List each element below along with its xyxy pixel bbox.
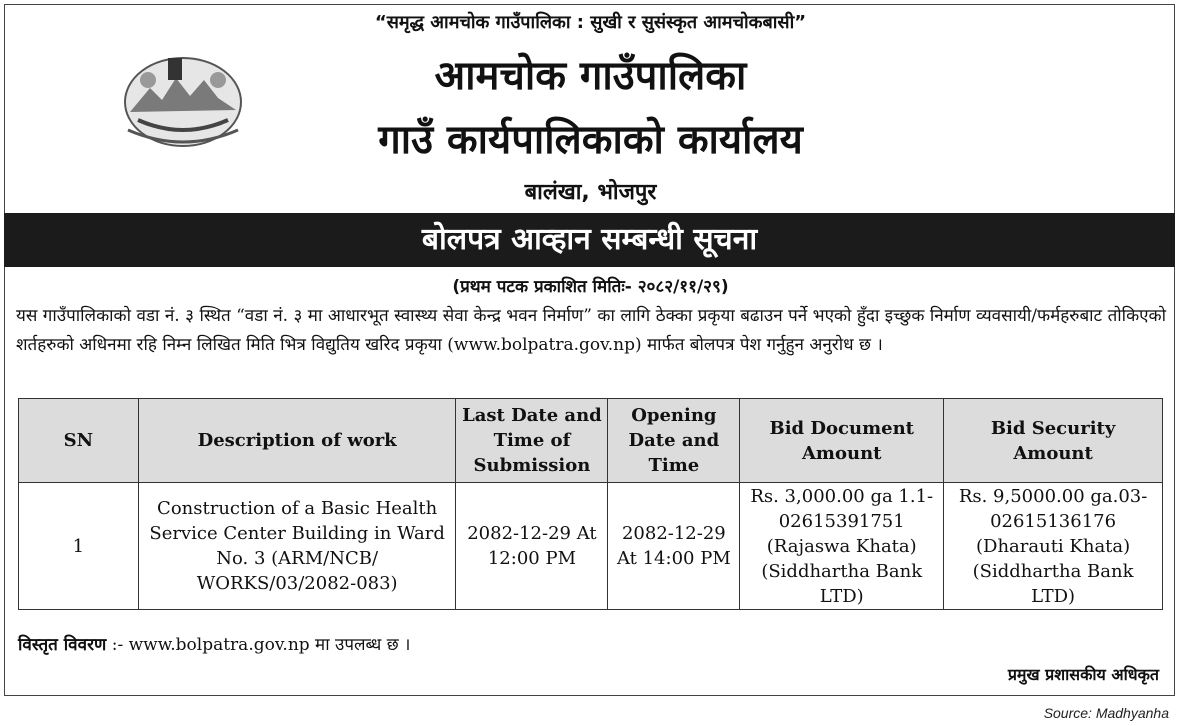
cell-bid-document: Rs. 3,000.00 ga 1.1-02615391751 (Rajaswa Khata) (Siddhartha Bank LTD): [740, 483, 944, 610]
signatory: प्रमुख प्रशासकीय अधिकृत: [1007, 665, 1159, 684]
notice-title: बोलपत्र आव्हान सम्बन्धी सूचना: [421, 222, 758, 257]
details-line: [18, 632, 411, 655]
office-name: गाउँ कार्यपालिकाको कार्यालय: [378, 117, 803, 163]
slogan: “समृद्ध आमचोक गाउँपालिका : सुखी र सुसंस्कृत आमचोकबासी”: [374, 12, 807, 33]
publication-date: (प्रथम पटक प्रकाशित मितिः- २०८२/११/२९): [452, 277, 729, 297]
office-location: बालंखा, भोजपुर: [524, 180, 657, 205]
bid-table: [18, 398, 1163, 610]
details-text: :- www.bolpatra.gov.np मा उपलब्ध छ ।: [111, 635, 411, 655]
cell-description: Construction of a Basic Health Service Center Building in Ward No. 3 (ARM/NCB/ WORKS/03/2082-083): [138, 483, 456, 610]
details-label: विस्तृत विवरण: [18, 635, 107, 655]
cell-opening: 2082-12-29 At 14:00 PM: [608, 483, 740, 610]
source-credit: Source: Madhyanha: [1043, 705, 1169, 721]
cell-bid-security: Rs. 9,5000.00 ga.03-02615136176 (Dharauti Khata) (Siddhartha Bank LTD): [944, 483, 1163, 610]
notice-body: यस गाउँपालिकाको वडा नं. ३ स्थित “वडा नं. ३ मा आधारभूत स्वास्थ्य सेवा केन्द्र भवन निर्माण” का लागि ठेक्का प्रकृया बढाउन पर्ने भएको हुँदा इच्छुक निर्माण व्यवसायी/फर्महरुबाट तोकिएको शर्तहरुको अधिनमा रहि निम्न लिखित मिति भित्र विद्युतिय खरिद प्रकृया (www.bolpatra.gov.np) मार्फत बोलपत्र पेश गर्नुहुन अनुरोध छ ।: [16, 306, 1166, 355]
notice-banner: [4, 213, 1175, 267]
col-header-opening: Opening Date and Time: [608, 399, 740, 483]
table-header-row: [19, 399, 1163, 483]
municipality-name: आमचोक गाउँपालिका: [434, 53, 747, 99]
col-header-bid-security: Bid Security Amount: [944, 399, 1163, 483]
col-header-description: Description of work: [138, 399, 456, 483]
col-header-sn: SN: [19, 399, 139, 483]
col-header-bid-document: Bid Document Amount: [740, 399, 944, 483]
col-header-last-date: Last Date and Time of Submission: [456, 399, 608, 483]
cell-sn: 1: [19, 483, 139, 610]
cell-last-date: 2082-12-29 At 12:00 PM: [456, 483, 608, 610]
table-row: [19, 483, 1163, 610]
